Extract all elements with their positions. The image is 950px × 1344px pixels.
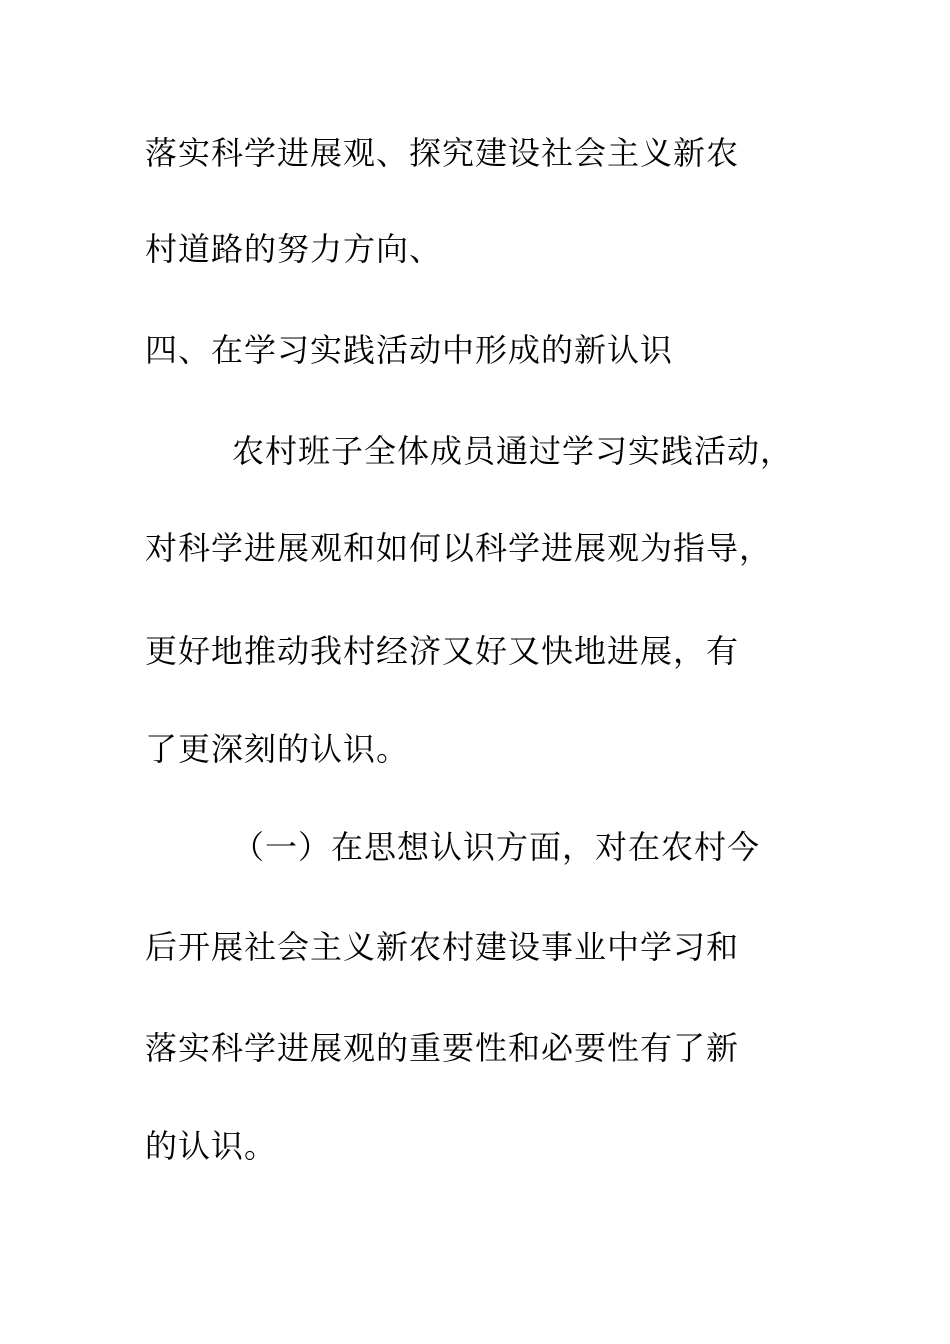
paragraph-1-line-4: 了更深刻的认识。	[145, 730, 410, 768]
paragraph-2-line-4: 的认识。	[145, 1127, 278, 1165]
paragraph-2-line-1: （一）在思想认识方面，对在农村今	[232, 828, 761, 866]
section-heading: 四、在学习实践活动中形成的新认识	[145, 331, 674, 369]
paragraph-1-line-1: 农村班子全体成员通过学习实践活动，	[232, 432, 794, 470]
text-line-2: 村道路的努力方向、	[145, 230, 443, 268]
paragraph-1-line-2: 对科学进展观和如何以科学进展观为指导，	[145, 529, 773, 567]
text-line-1: 落实科学进展观、探究建设社会主义新农	[145, 134, 740, 172]
paragraph-1-line-3: 更好地推动我村经济又好又快地进展，有	[145, 632, 740, 670]
paragraph-2-line-3: 落实科学进展观的重要性和必要性有了新	[145, 1029, 740, 1067]
paragraph-2-line-2: 后开展社会主义新农村建设事业中学习和	[145, 928, 740, 966]
